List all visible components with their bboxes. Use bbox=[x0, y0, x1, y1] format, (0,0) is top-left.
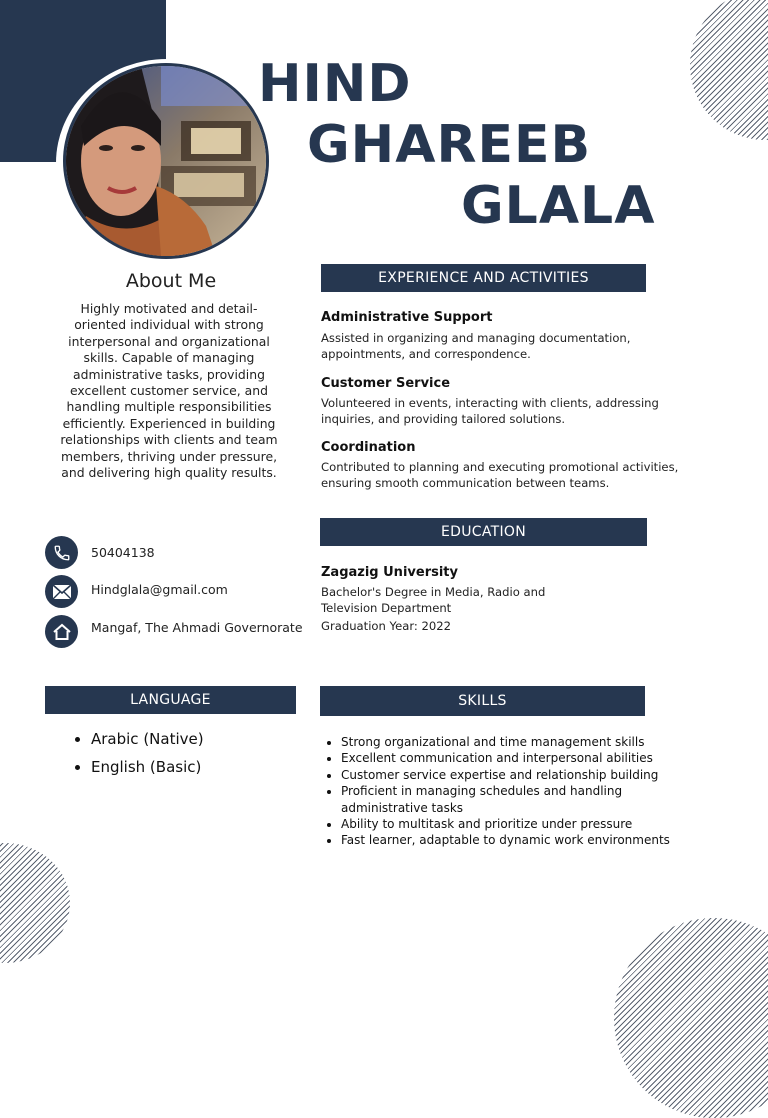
experience-heading: EXPERIENCE AND ACTIVITIES bbox=[321, 264, 646, 292]
language-heading: LANGUAGE bbox=[45, 686, 296, 714]
name-line-3: GLALA bbox=[461, 176, 656, 236]
skill-item: • Strong organizational and time management skills bbox=[341, 734, 701, 750]
phone-icon bbox=[45, 536, 78, 569]
education-heading: EDUCATION bbox=[320, 518, 647, 546]
contact-phone: 50404138 bbox=[91, 545, 155, 560]
about-me-text: Highly motivated and detail-oriented individual with strong interpersonal and organizational skills. Capable of managing administrative tasks, providing excellent customer service, and handling multiple responsibilities efficiently. Experienced in building relationships with clients and team members, thriving under pressure, and delivering high quality results. bbox=[60, 301, 278, 481]
skill-item: • Customer service expertise and relationship building bbox=[341, 767, 701, 783]
experience-desc-3: Contributed to planning and executing promotional activities, ensuring smooth communication between teams. bbox=[321, 460, 679, 491]
mail-icon bbox=[45, 575, 78, 608]
name-line-2: GHAREEB bbox=[307, 115, 592, 175]
home-icon bbox=[45, 615, 78, 648]
decorative-hatch-circle-left bbox=[0, 843, 70, 963]
experience-desc-1: Assisted in organizing and managing documentation, appointments, and correspondence. bbox=[321, 331, 631, 362]
education-graduation: Graduation Year: 2022 bbox=[321, 619, 451, 633]
name-line-1: HIND bbox=[258, 54, 412, 114]
decorative-hatch-circle-bottom-right bbox=[614, 918, 768, 1118]
decorative-hatch-circle-top-right bbox=[690, 0, 768, 140]
skill-item: • Fast learner, adaptable to dynamic work environments bbox=[341, 832, 701, 848]
profile-photo bbox=[63, 63, 269, 259]
experience-desc-2: Volunteered in events, interacting with clients, addressing inquiries, and providing tailored solutions. bbox=[321, 396, 659, 427]
skill-item: • Excellent communication and interpersonal abilities bbox=[341, 750, 701, 766]
about-me-title: About Me bbox=[125, 270, 217, 292]
experience-title-3: Coordination bbox=[321, 440, 416, 455]
experience-title-1: Administrative Support bbox=[321, 310, 493, 325]
skill-item: • Ability to multitask and prioritize under pressure bbox=[341, 816, 701, 832]
language-list bbox=[73, 725, 293, 781]
language-item: • Arabic (Native) bbox=[91, 725, 293, 753]
skill-item: • Proficient in managing schedules and handling administrative tasks bbox=[341, 783, 641, 816]
education-degree: Bachelor's Degree in Media, Radio and Television Department bbox=[321, 585, 546, 616]
profile-photo-illustration bbox=[66, 66, 266, 256]
contact-address: Mangaf, The Ahmadi Governorate bbox=[91, 620, 303, 635]
education-school: Zagazig University bbox=[321, 565, 458, 580]
skills-heading: SKILLS bbox=[320, 686, 645, 716]
language-item: • English (Basic) bbox=[91, 753, 293, 781]
skills-list bbox=[321, 734, 701, 849]
contact-email[interactable]: Hindglala@gmail.com bbox=[91, 582, 228, 597]
experience-title-2: Customer Service bbox=[321, 376, 451, 391]
